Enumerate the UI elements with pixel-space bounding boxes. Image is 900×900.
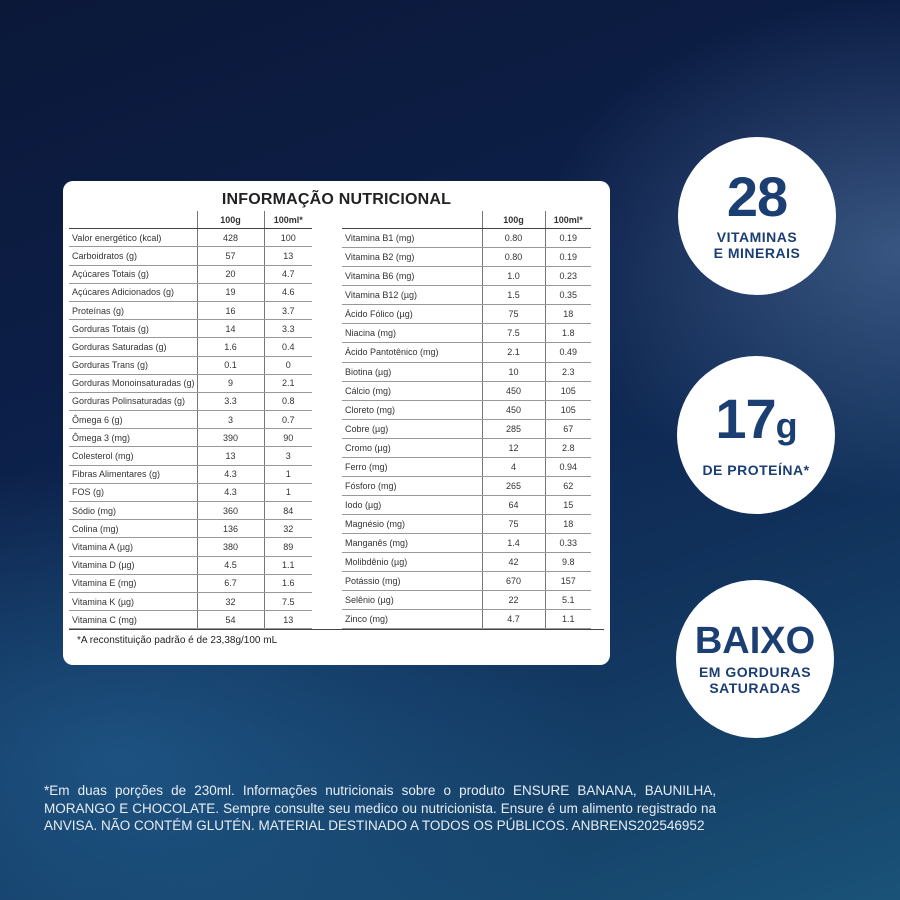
nutrient-name: Colesterol (mg) xyxy=(69,447,197,465)
table-row xyxy=(69,283,312,301)
value-per-100ml: 3.3 xyxy=(264,320,312,338)
value-per-100ml: 0.7 xyxy=(264,411,312,429)
value-per-100g: 1.6 xyxy=(197,338,264,356)
nutrition-title: INFORMAÇÃO NUTRICIONAL xyxy=(221,191,452,208)
table-row xyxy=(69,465,312,483)
value-per-100ml: 9.8 xyxy=(545,552,591,571)
protein-badge xyxy=(677,356,835,514)
nutrient-name: Gorduras Trans (g) xyxy=(69,356,197,374)
nutrient-name: Vitamina D (µg) xyxy=(69,556,197,574)
table-row xyxy=(69,411,312,429)
value-per-100ml: 1.6 xyxy=(264,574,312,592)
nutrient-name: Sódio (mg) xyxy=(69,502,197,520)
nutrient-name: Valor energético (kcal) xyxy=(69,229,197,247)
value-per-100ml: 90 xyxy=(264,429,312,447)
nutrient-name: Gorduras Totais (g) xyxy=(69,320,197,338)
value-per-100ml: 2.8 xyxy=(545,438,591,457)
nutrient-name: Ômega 6 (g) xyxy=(69,411,197,429)
value-per-100g: 0.80 xyxy=(482,248,545,267)
value-per-100ml: 1.1 xyxy=(264,556,312,574)
table-row xyxy=(342,610,591,629)
nutrient-name: Vitamina B12 (µg) xyxy=(342,286,482,305)
nutrient-name: Biotina (µg) xyxy=(342,362,482,381)
value-per-100ml: 100 xyxy=(264,229,312,247)
value-per-100g: 390 xyxy=(197,429,264,447)
nutrient-name: Manganês (mg) xyxy=(342,533,482,552)
value-per-100g: 360 xyxy=(197,502,264,520)
table-row xyxy=(342,495,591,514)
nutrient-name: Vitamina C (mg) xyxy=(69,611,197,629)
value-per-100g: 4.3 xyxy=(197,483,264,501)
nutrient-name: Iodo (µg) xyxy=(342,495,482,514)
value-per-100g: 9 xyxy=(197,374,264,392)
value-per-100g: 4 xyxy=(482,457,545,476)
value-per-100g: 4.7 xyxy=(482,610,545,629)
nutrition-table-right xyxy=(342,211,591,629)
table-row xyxy=(342,229,591,248)
table-row xyxy=(342,362,591,381)
value-per-100ml: 32 xyxy=(264,520,312,538)
nutrient-name: Vitamina A (µg) xyxy=(69,538,197,556)
table-row xyxy=(69,265,312,283)
value-per-100ml: 7.5 xyxy=(264,592,312,610)
nutrient-name: Vitamina B1 (mg) xyxy=(342,229,482,248)
value-per-100g: 42 xyxy=(482,552,545,571)
value-per-100ml: 4.7 xyxy=(264,265,312,283)
value-per-100ml: 62 xyxy=(545,476,591,495)
header-blank xyxy=(342,211,482,229)
value-per-100ml: 2.3 xyxy=(545,362,591,381)
table-row xyxy=(69,447,312,465)
value-per-100ml: 0.94 xyxy=(545,457,591,476)
value-per-100g: 428 xyxy=(197,229,264,247)
nutrient-name: Cobre (µg) xyxy=(342,419,482,438)
value-per-100g: 13 xyxy=(197,447,264,465)
table-row xyxy=(69,338,312,356)
table-row xyxy=(69,502,312,520)
value-per-100g: 57 xyxy=(197,247,264,265)
value-per-100g: 54 xyxy=(197,611,264,629)
nutrition-facts-card xyxy=(63,181,610,665)
value-per-100g: 20 xyxy=(197,265,264,283)
table-row xyxy=(342,305,591,324)
value-per-100ml: 0.23 xyxy=(545,267,591,286)
value-per-100g: 670 xyxy=(482,572,545,591)
value-per-100ml: 3.7 xyxy=(264,301,312,319)
value-per-100ml: 1.8 xyxy=(545,324,591,343)
value-per-100g: 0.1 xyxy=(197,356,264,374)
value-per-100g: 3.3 xyxy=(197,392,264,410)
vitamins-badge xyxy=(678,137,836,295)
reconstitution-note: *A reconstituição padrão é de 23,38g/100 mL xyxy=(69,629,604,646)
value-per-100ml: 105 xyxy=(545,381,591,400)
header-100g: 100g xyxy=(197,211,264,229)
value-per-100g: 136 xyxy=(197,520,264,538)
value-per-100g: 4.5 xyxy=(197,556,264,574)
nutrient-name: Vitamina E (mg) xyxy=(69,574,197,592)
table-row xyxy=(69,392,312,410)
value-per-100g: 3 xyxy=(197,411,264,429)
left-table-body xyxy=(69,229,312,629)
value-per-100ml: 0.35 xyxy=(545,286,591,305)
value-per-100ml: 1 xyxy=(264,483,312,501)
nutrient-name: Cloreto (mg) xyxy=(342,400,482,419)
value-per-100ml: 0.4 xyxy=(264,338,312,356)
table-row xyxy=(69,611,312,629)
nutrient-name: Selênio (µg) xyxy=(342,591,482,610)
nutrient-name: Carboidratos (g) xyxy=(69,247,197,265)
table-row xyxy=(342,267,591,286)
table-row xyxy=(342,324,591,343)
nutrient-name: Potássio (mg) xyxy=(342,572,482,591)
value-per-100ml: 0.19 xyxy=(545,229,591,248)
value-per-100ml: 2.1 xyxy=(264,374,312,392)
nutrient-name: FOS (g) xyxy=(69,483,197,501)
nutrient-name: Molibdênio (µg) xyxy=(342,552,482,571)
value-per-100g: 75 xyxy=(482,305,545,324)
value-per-100g: 1.4 xyxy=(482,533,545,552)
value-per-100ml: 105 xyxy=(545,400,591,419)
table-row xyxy=(342,419,591,438)
vitamins-count: 28 xyxy=(726,165,788,228)
nutrient-name: Gorduras Monoinsaturadas (g) xyxy=(69,374,197,392)
nutrient-name: Ferro (mg) xyxy=(342,457,482,476)
value-per-100g: 450 xyxy=(482,400,545,419)
table-row xyxy=(342,248,591,267)
nutrient-name: Fibras Alimentares (g) xyxy=(69,465,197,483)
value-per-100ml: 0.19 xyxy=(545,248,591,267)
table-row xyxy=(69,320,312,338)
nutrient-name: Fósforo (mg) xyxy=(342,476,482,495)
nutrient-name: Vitamina B2 (mg) xyxy=(342,248,482,267)
value-per-100g: 380 xyxy=(197,538,264,556)
value-per-100ml: 18 xyxy=(545,305,591,324)
table-row xyxy=(69,483,312,501)
table-row xyxy=(69,520,312,538)
value-per-100g: 14 xyxy=(197,320,264,338)
value-per-100g: 0.80 xyxy=(482,229,545,248)
value-per-100g: 22 xyxy=(482,591,545,610)
table-row xyxy=(69,247,312,265)
value-per-100g: 1.0 xyxy=(482,267,545,286)
nutrient-name: Cálcio (mg) xyxy=(342,381,482,400)
table-row xyxy=(69,538,312,556)
value-per-100ml: 84 xyxy=(264,502,312,520)
table-row xyxy=(69,556,312,574)
table-row xyxy=(69,229,312,247)
nutrient-name: Vitamina B6 (mg) xyxy=(342,267,482,286)
nutrient-name: Ácido Fólico (µg) xyxy=(342,305,482,324)
table-row xyxy=(69,301,312,319)
protein-label: DE PROTEÍNA* xyxy=(702,461,810,478)
table-row xyxy=(342,438,591,457)
value-per-100g: 7.5 xyxy=(482,324,545,343)
header-blank xyxy=(69,211,197,229)
vitamins-label-1: VITAMINAS xyxy=(716,229,798,245)
nutrition-tables xyxy=(69,211,604,629)
header-100ml: 100ml* xyxy=(545,211,591,229)
nutrient-name: Colina (mg) xyxy=(69,520,197,538)
value-per-100ml: 5.1 xyxy=(545,591,591,610)
disclaimer-text: *Em duas porções de 230ml. Informações nutricionais sobre o produto ENSURE BANANA, BAUNILHA, MORANGO E CHOCOLATE. Sempre consulte seu medico ou nutricionista. Ensure é um alimento registrado na ANVISA. NÃO CONTÉM GLUTÉN. MATERIAL DESTINADO A TODOS OS PÚBLICOS. ANBRENS202546952 xyxy=(44,783,716,833)
protein-amount xyxy=(715,386,797,452)
value-per-100g: 450 xyxy=(482,381,545,400)
value-per-100ml: 3 xyxy=(264,447,312,465)
value-per-100g: 4.3 xyxy=(197,465,264,483)
value-per-100g: 265 xyxy=(482,476,545,495)
value-per-100ml: 157 xyxy=(545,572,591,591)
table-row xyxy=(342,400,591,419)
table-row xyxy=(342,286,591,305)
table-row xyxy=(69,574,312,592)
nutrient-name: Proteínas (g) xyxy=(69,301,197,319)
value-per-100ml: 67 xyxy=(545,419,591,438)
value-per-100ml: 13 xyxy=(264,611,312,629)
value-per-100ml: 0 xyxy=(264,356,312,374)
protein-unit: g xyxy=(775,404,797,446)
nutrient-name: Cromo (µg) xyxy=(342,438,482,457)
table-row xyxy=(342,552,591,571)
value-per-100g: 64 xyxy=(482,495,545,514)
value-per-100g: 6.7 xyxy=(197,574,264,592)
nutrient-name: Niacina (mg) xyxy=(342,324,482,343)
value-per-100ml: 0.49 xyxy=(545,343,591,362)
value-per-100g: 32 xyxy=(197,592,264,610)
fat-label-1: EM GORDURAS xyxy=(698,664,812,680)
table-row xyxy=(342,343,591,362)
value-per-100ml: 0.33 xyxy=(545,533,591,552)
value-per-100ml: 15 xyxy=(545,495,591,514)
value-per-100g: 16 xyxy=(197,301,264,319)
nutrient-name: Zinco (mg) xyxy=(342,610,482,629)
nutrient-name: Ômega 3 (mg) xyxy=(69,429,197,447)
table-row xyxy=(69,374,312,392)
value-per-100ml: 13 xyxy=(264,247,312,265)
header-100ml: 100ml* xyxy=(264,211,312,229)
table-row xyxy=(342,572,591,591)
table-row xyxy=(342,476,591,495)
protein-number: 17 xyxy=(715,386,776,450)
nutrient-name: Açúcares Adicionados (g) xyxy=(69,283,197,301)
table-row xyxy=(69,429,312,447)
fat-label-2: SATURADAS xyxy=(709,680,801,696)
value-per-100ml: 0.8 xyxy=(264,392,312,410)
nutrient-name: Gorduras Polinsaturadas (g) xyxy=(69,392,197,410)
table-row xyxy=(342,533,591,552)
value-per-100ml: 89 xyxy=(264,538,312,556)
saturated-fat-badge xyxy=(676,580,834,738)
table-row xyxy=(342,457,591,476)
nutrient-name: Vitamina K (µg) xyxy=(69,592,197,610)
value-per-100g: 2.1 xyxy=(482,343,545,362)
table-row xyxy=(69,356,312,374)
value-per-100g: 12 xyxy=(482,438,545,457)
vitamins-label-2: E MINERAIS xyxy=(713,245,801,261)
value-per-100g: 19 xyxy=(197,283,264,301)
value-per-100ml: 1.1 xyxy=(545,610,591,629)
value-per-100ml: 4.6 xyxy=(264,283,312,301)
value-per-100g: 1.5 xyxy=(482,286,545,305)
value-per-100g: 285 xyxy=(482,419,545,438)
table-row xyxy=(342,381,591,400)
table-row xyxy=(342,591,591,610)
right-table-body xyxy=(342,229,591,629)
nutrient-name: Gorduras Saturadas (g) xyxy=(69,338,197,356)
header-100g: 100g xyxy=(482,211,545,229)
value-per-100g: 75 xyxy=(482,514,545,533)
table-row xyxy=(342,514,591,533)
value-per-100ml: 18 xyxy=(545,514,591,533)
nutrient-name: Magnésio (mg) xyxy=(342,514,482,533)
nutrient-name: Ácido Pantotênico (mg) xyxy=(342,343,482,362)
nutrient-name: Açúcares Totais (g) xyxy=(69,265,197,283)
nutrition-table-left xyxy=(69,211,312,629)
value-per-100ml: 1 xyxy=(264,465,312,483)
table-row xyxy=(69,592,312,610)
low-label: BAIXO xyxy=(694,620,816,662)
value-per-100g: 10 xyxy=(482,362,545,381)
